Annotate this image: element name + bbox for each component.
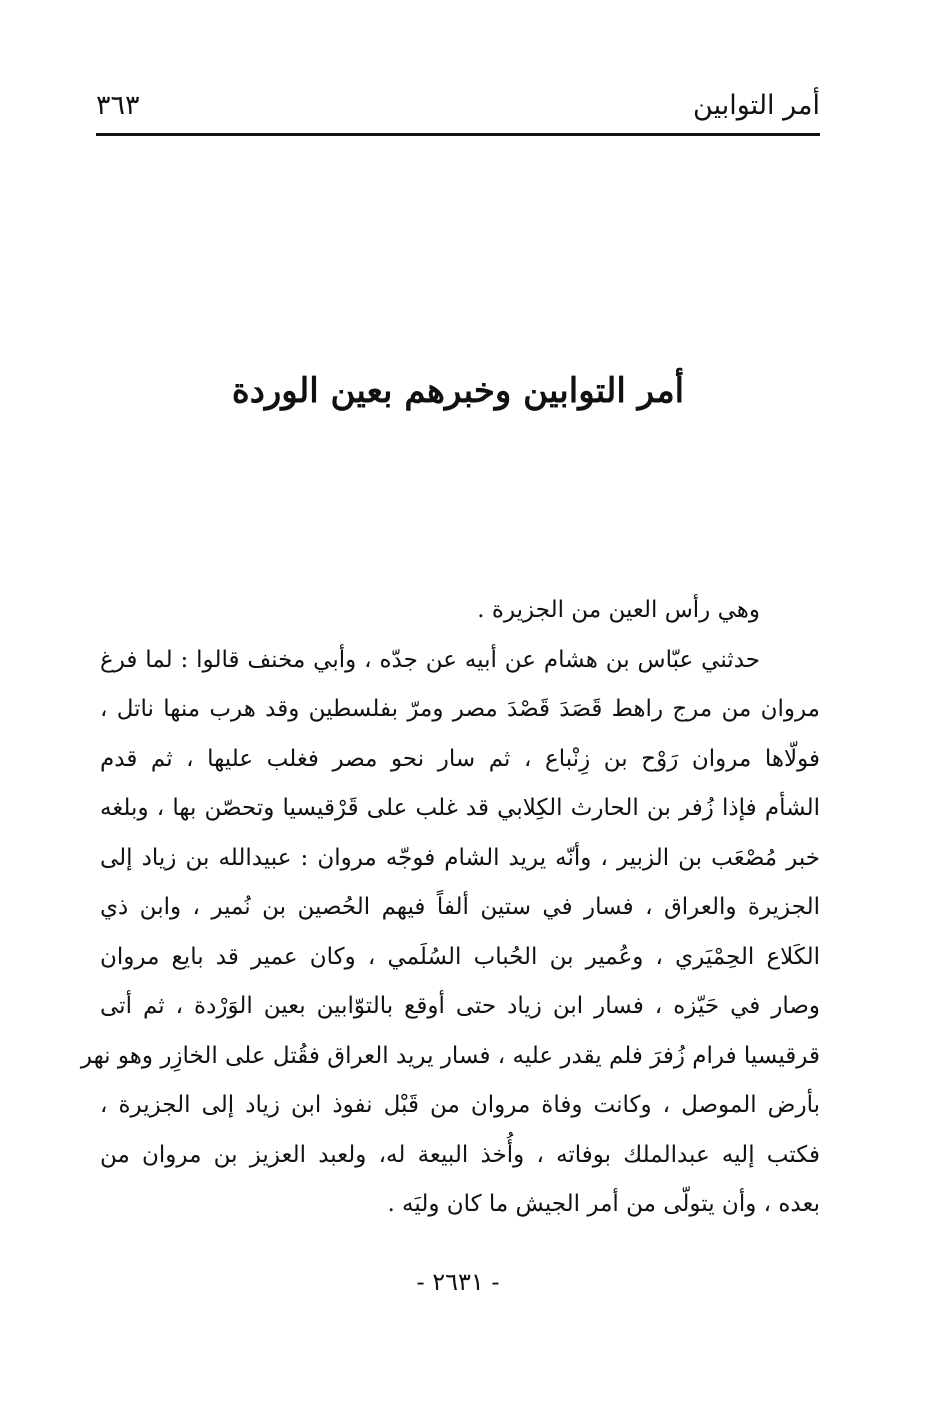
text-line: الجزيرة والعراق ، فسار في ستين ألفاً فيهم الحُصين بن نُمير ، وابن ذي: [100, 894, 820, 920]
text-line: خبر مُصْعَب بن الزبير ، وأنّه يريد الشام فوجّه مروان : عبيدالله بن زياد إلى: [100, 844, 820, 871]
text-line: مروان من مرج راهط قَصَدَ قَصْدَ مصر ومرّ بفلسطين وقد هرب منها ناتل ،: [100, 696, 820, 722]
running-header: [96, 86, 820, 134]
text-line: حدثني عبّاس بن هشام عن أبيه عن جدّه ، وأبي مخنف قالوا : لما فرغ: [100, 646, 760, 673]
text-line: وصار في حَيّزه ، فسار ابن زياد حتى أوقع بالتوّابين بعين الوَرْدة ، ثم أتى: [100, 993, 820, 1019]
chapter-title: أمر التوابين وخبرهم بعين الوردة: [231, 371, 685, 411]
body-text: [80, 586, 820, 1230]
text-line: بعده ، وأن يتولّى من أمر الجيش ما كان وليَه .: [387, 1191, 820, 1217]
header-rule: [96, 133, 820, 136]
text-line: فولّاها مروان رَوْح بن زِنْباع ، ثم سار نحو مصر فغلب عليها ، ثم قدم: [100, 745, 820, 772]
text-line: الكَلاع الحِمْيَري ، وعُمير بن الحُباب السُلَمي ، وكان عمير قد بايع مروان: [100, 943, 820, 970]
text-line: وهي رأس العين من الجزيرة .: [477, 597, 760, 623]
running-title: أمر التوابين: [693, 90, 820, 121]
text-line: الشأم فإذا زُفر بن الحارث الكِلابي قد غلب على قَرْقيسيا وتحصّن بها ، وبلغه: [100, 795, 820, 821]
text-line: فكتب إليه عبدالملك بوفاته ، وأُخذ البيعة له، ولعبد العزيز بن مروان من: [100, 1141, 820, 1168]
text-line: بأرض الموصل ، وكانت وفاة مروان من قَبْل نفوذ ابن زياد إلى الجزيرة ،: [100, 1092, 820, 1118]
page-number-bottom: - ٢٦٣١ -: [416, 1268, 500, 1296]
text-line: قرقيسيا فرام زُفرَ فلم يقدر عليه ، فسار يريد العراق فقُتل على الخازِر وهو نهر: [80, 1042, 820, 1069]
page-number-top: ٣٦٣: [96, 90, 140, 121]
